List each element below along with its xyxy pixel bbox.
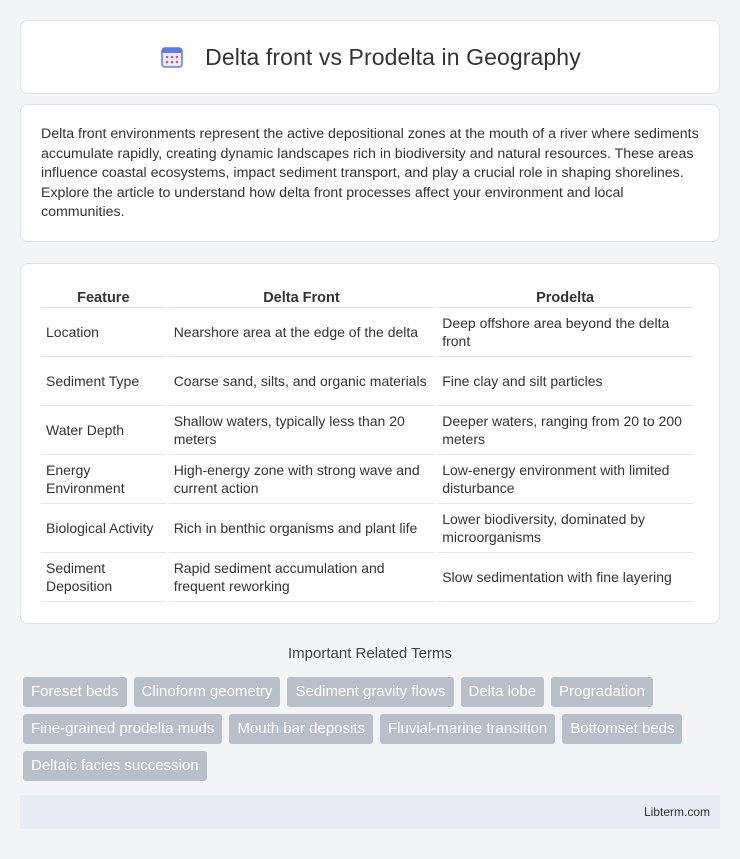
footer — [20, 795, 720, 829]
column-header-prodelta: Prodelta — [437, 286, 693, 308]
related-term-tag[interactable]: Progradation — [551, 677, 653, 707]
related-term-tag[interactable]: Foreset beds — [23, 677, 127, 707]
table-cell: Location — [41, 308, 166, 357]
table-cell: Shallow waters, typically less than 20 meters — [169, 406, 435, 455]
table-cell: Water Depth — [41, 406, 166, 455]
table-cell: Deeper waters, ranging from 20 to 200 meters — [437, 406, 693, 455]
table-row — [41, 455, 693, 504]
table-cell: Sediment Type — [41, 357, 166, 406]
related-term-tag[interactable]: Clinoform geometry — [134, 677, 281, 707]
table-cell: Low-energy environment with limited disturbance — [437, 455, 693, 504]
table-cell: Rich in benthic organisms and plant life — [169, 504, 435, 553]
table-row — [41, 308, 693, 357]
page-title: Delta front vs Prodelta in Geography — [205, 43, 581, 70]
table-cell: Coarse sand, silts, and organic materials — [169, 357, 435, 406]
header-card — [20, 20, 720, 94]
related-term-tag[interactable]: Sediment gravity flows — [287, 677, 453, 707]
intro-text: Delta front environments represent the active depositional zones at the mouth of a river where sediments accumulate rapidly, creating dynamic landscapes rich in biodiversity and natural resources. These areas influence coastal ecosystems, impact sediment transport, and play a crucial role in shaping shorelines. Explore the article to understand how delta front processes affect your environment and local communities. — [41, 126, 699, 221]
table-cell: Lower biodiversity, dominated by microorganisms — [437, 504, 693, 553]
table-cell: Slow sedimentation with fine layering — [437, 553, 693, 602]
table-cell: Biological Activity — [41, 504, 166, 553]
footer-site-link[interactable]: Libterm.com — [643, 805, 710, 819]
table-cell: High-energy zone with strong wave and current action — [169, 455, 435, 504]
related-term-tag[interactable]: Bottomset beds — [562, 714, 682, 744]
intro-card — [20, 104, 720, 242]
related-term-tag[interactable]: Fluvial-marine transition — [380, 714, 555, 744]
related-terms-title: Important Related Terms — [288, 645, 452, 662]
related-term-tag[interactable]: Delta lobe — [461, 677, 545, 707]
related-term-tag[interactable]: Fine-grained prodelta muds — [23, 714, 222, 744]
calendar-grid-icon — [159, 44, 185, 70]
column-header-delta-front: Delta Front — [169, 286, 435, 308]
table-cell: Sediment Deposition — [41, 553, 166, 602]
related-term-tag[interactable]: Mouth bar deposits — [229, 714, 373, 744]
comparison-table-card — [20, 263, 720, 624]
table-row — [41, 406, 693, 455]
comparison-table — [38, 286, 696, 602]
table-header-row — [41, 286, 693, 308]
related-terms-list — [23, 677, 723, 788]
table-cell: Fine clay and silt particles — [437, 357, 693, 406]
table-row — [41, 357, 693, 406]
table-cell: Nearshore area at the edge of the delta — [169, 308, 435, 357]
table-row — [41, 553, 693, 602]
table-cell: Rapid sediment accumulation and frequent reworking — [169, 553, 435, 602]
related-term-tag[interactable]: Deltaic facies succession — [23, 751, 207, 781]
table-cell: Energy Environment — [41, 455, 166, 504]
column-header-feature: Feature — [41, 286, 166, 308]
table-cell: Deep offshore area beyond the delta front — [437, 308, 693, 357]
table-row — [41, 504, 693, 553]
